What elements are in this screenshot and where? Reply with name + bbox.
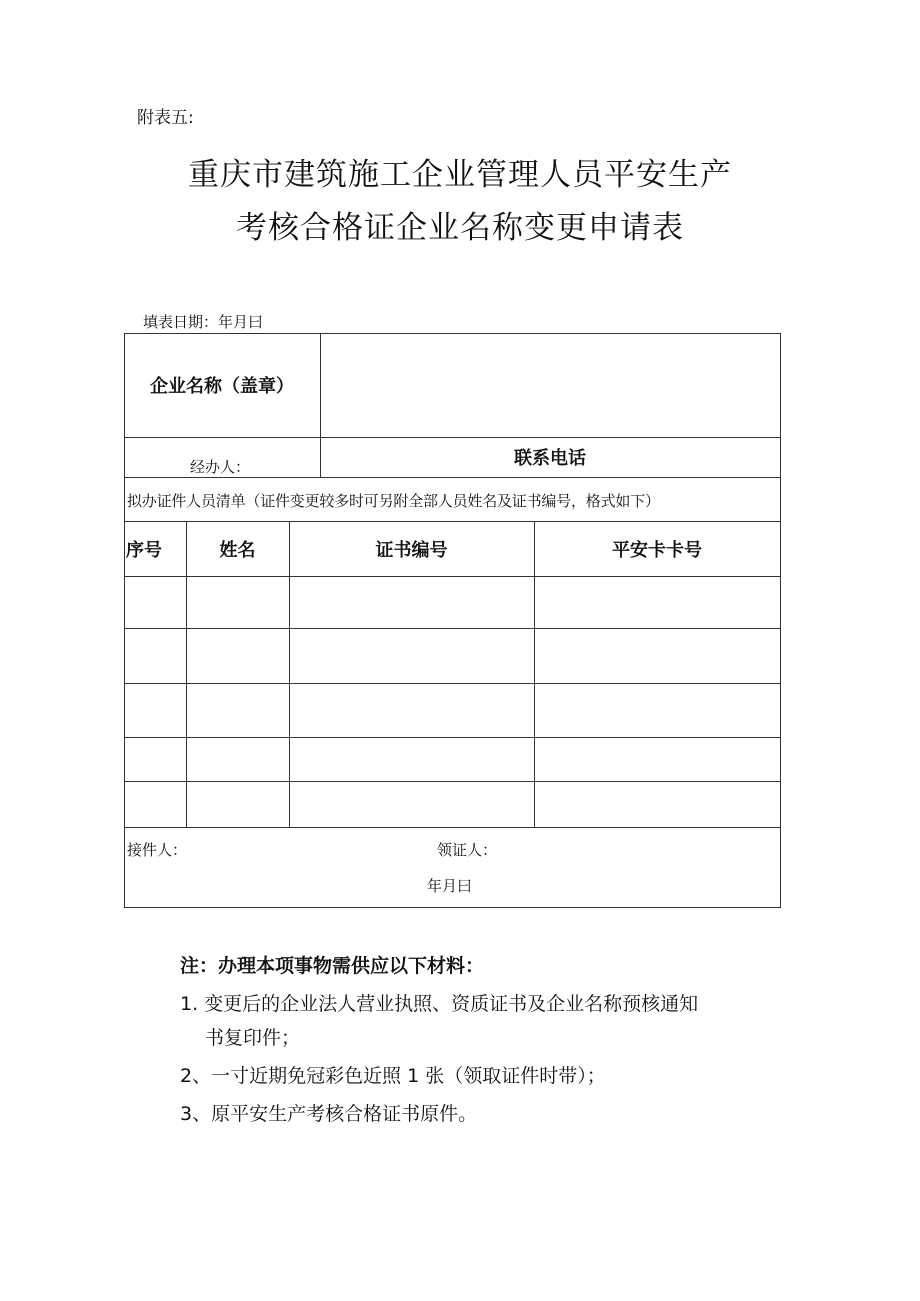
table-border-right [780,333,781,908]
receiver-label: 接件人： [127,841,188,859]
handler-label: 经办人： [190,458,251,476]
table-cell[interactable] [535,629,780,683]
form-title-line1: 重庆市建筑施工企业管理人员平安生产 [188,157,732,193]
table-cell[interactable] [125,738,186,781]
table-line [124,827,781,828]
table-line [124,477,781,478]
phone-label: 联系电话 [514,448,586,469]
fill-date: 填表日期：年月曰 [143,313,264,331]
company-name-label: 企业名称（盖章） [150,376,294,397]
table-cell[interactable] [535,782,780,827]
table-cell[interactable] [290,577,534,628]
personnel-list-note: 拟办证件人员清单（证件变更较多时可另附全部人员姓名及证书编号，格式如下） [127,492,660,510]
note-item-3: 3、原平安生产考核合格证书原件。 [180,1103,478,1125]
table-cell[interactable] [290,782,534,827]
table-cell[interactable] [187,684,289,737]
table-border-bottom [124,907,781,908]
table-cell[interactable] [187,738,289,781]
company-name-field[interactable] [321,334,780,437]
form-title-line2: 考核合格证企业名称变更申请表 [236,210,684,246]
table-cell[interactable] [535,577,780,628]
column-header-certificate-number: 证书编号 [375,539,448,561]
column-header-safety-card-number: 平安卡卡号 [612,539,702,561]
column-header-index: 序号 [126,539,162,561]
note-item-1: 1. 变更后的企业法人营业执照、资质证书及企业名称预核通知 [180,993,699,1015]
table-cell[interactable] [125,629,186,683]
table-cell[interactable] [125,684,186,737]
annex-label: 附表五: [137,108,194,128]
table-cell[interactable] [125,782,186,827]
table-cell[interactable] [187,629,289,683]
column-header-name: 姓名 [219,539,256,561]
table-cell[interactable] [187,577,289,628]
table-cell[interactable] [535,684,780,737]
note-item-2: 2、一寸近期免冠彩色近照 1 张（领取证件时带）； [180,1065,606,1087]
notes-heading: 注：办理本项事物需供应以下材料： [180,955,485,977]
table-cell[interactable] [290,738,534,781]
table-cell[interactable] [290,629,534,683]
table-cell[interactable] [125,577,186,628]
signature-date: 年月曰 [427,877,473,895]
note-item-1-continued: 书复印件； [205,1027,301,1049]
collector-label: 领证人： [437,841,498,859]
table-cell[interactable] [290,684,534,737]
table-cell[interactable] [535,738,780,781]
table-cell[interactable] [187,782,289,827]
